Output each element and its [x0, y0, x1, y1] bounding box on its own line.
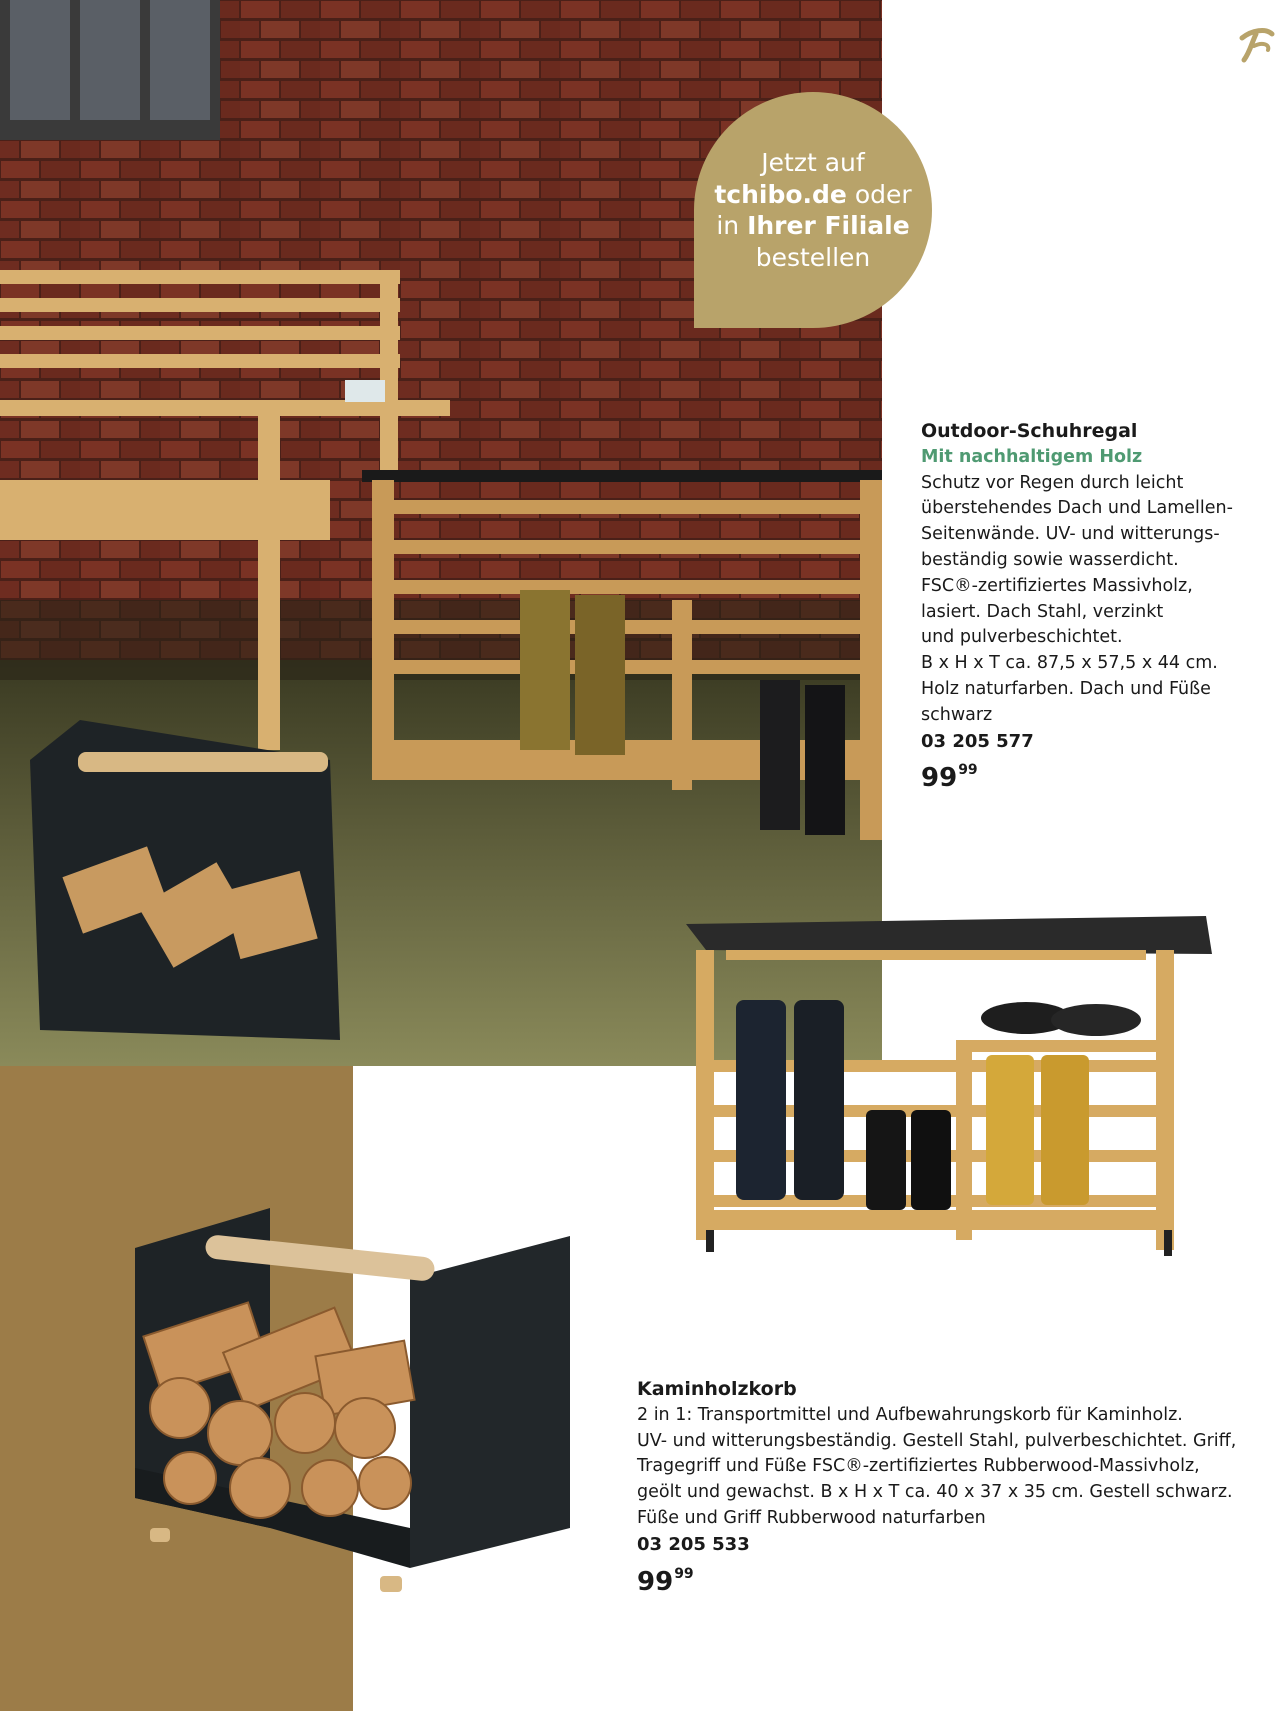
price-main: 99	[637, 1566, 674, 1597]
product-info-firewood-basket	[637, 1377, 1257, 1595]
description-line: UV- und witterungsbeständig. Gestell Stahl, pulverbeschichtet. Griff,	[637, 1430, 1237, 1451]
shoe-rack-product-image	[686, 910, 1216, 1280]
description-line: beständig sowie wasserdicht.	[921, 549, 1179, 570]
price-cents: 99	[674, 1565, 694, 1582]
price-main: 99	[921, 763, 958, 794]
product-info-shoe-rack	[921, 419, 1271, 792]
firewood-basket-product-image	[120, 1198, 580, 1598]
description-line: geölt und gewachst. B x H x T ca. 40 x 37 x 35 cm. Gestell schwarz.	[637, 1482, 1233, 1503]
description-line: Holz naturfarben. Dach und Füße	[921, 678, 1211, 699]
product-description	[921, 471, 1271, 729]
product-description	[637, 1403, 1257, 1532]
product-title: Kaminholzkorb	[637, 1378, 797, 1400]
product-title: Outdoor-Schuhregal	[921, 420, 1138, 442]
description-line: Schutz vor Regen durch leicht	[921, 472, 1184, 493]
description-line: lasiert. Dach Stahl, verzinkt	[921, 601, 1164, 622]
product-subtitle: Mit nachhaltigem Holz	[921, 446, 1143, 467]
promo-line-2: tchibo.de oder	[714, 179, 912, 209]
promo-line-3: in Ihrer Filiale	[716, 211, 910, 240]
description-line: Seitenwände. UV- und witterungs-	[921, 524, 1220, 545]
promo-line-4: bestellen	[755, 242, 871, 272]
description-line: überstehendes Dach und Lamellen-	[921, 498, 1233, 519]
article-number: 03 205 533	[637, 1533, 750, 1555]
description-line: FSC®-zertifiziertes Massivholz,	[921, 575, 1193, 596]
promo-line-1: Jetzt auf	[761, 148, 865, 177]
tchibo-logo-icon	[1232, 20, 1280, 68]
price	[637, 1562, 1257, 1596]
description-line: Tragegriff und Füße FSC®-zertifiziertes Rubberwood-Massivholz,	[637, 1456, 1200, 1477]
price	[921, 758, 1271, 792]
description-line: schwarz	[921, 704, 993, 725]
description-line: 2 in 1: Transportmittel und Aufbewahrungskorb für Kaminholz.	[637, 1404, 1183, 1425]
description-line: Füße und Griff Rubberwood naturfarben	[637, 1507, 986, 1528]
promo-bubble[interactable]	[694, 92, 932, 328]
article-number: 03 205 577	[921, 730, 1034, 752]
description-line: B x H x T ca. 87,5 x 57,5 x 44 cm.	[921, 653, 1218, 674]
price-cents: 99	[958, 762, 978, 779]
description-line: und pulverbeschichtet.	[921, 627, 1123, 648]
